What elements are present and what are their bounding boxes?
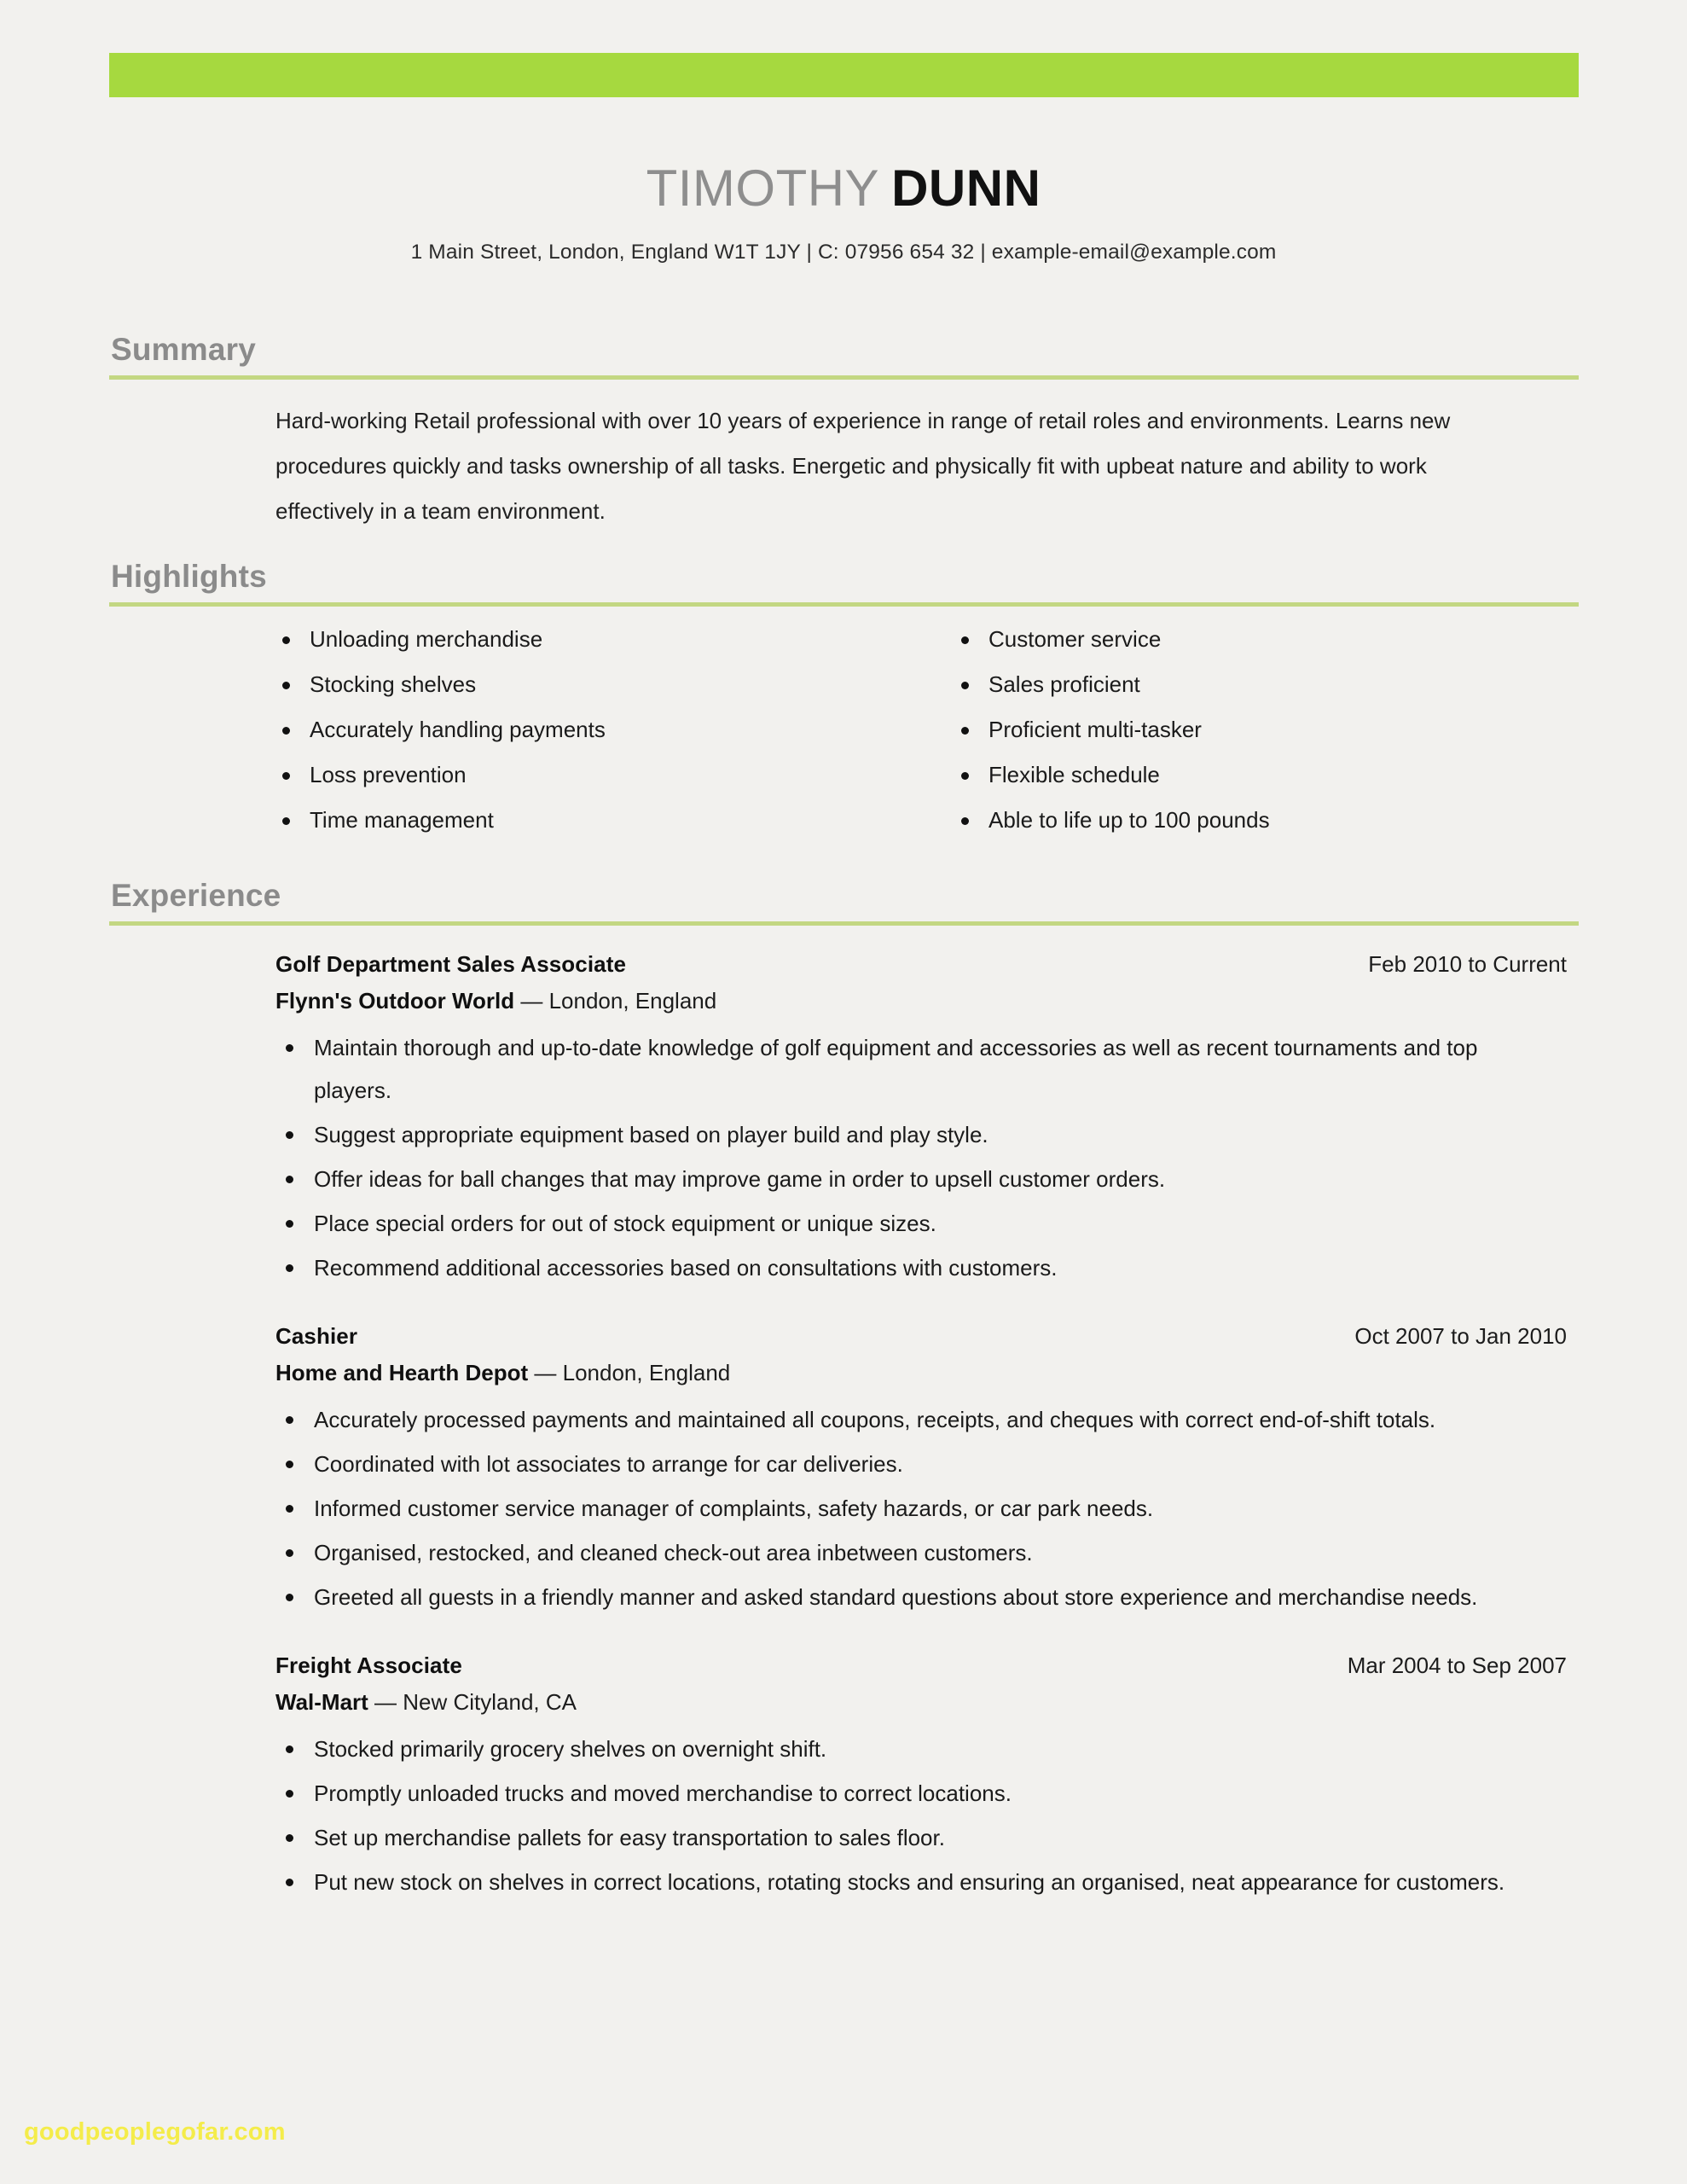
highlights-body	[109, 625, 1579, 851]
list-item: Unloading merchandise	[275, 625, 923, 653]
section-experience	[109, 877, 1579, 1903]
experience-entry	[275, 946, 1570, 1289]
full-name	[0, 159, 1687, 218]
highlights-columns	[275, 625, 1570, 851]
job-company-line	[275, 1683, 1570, 1721]
job-header-row	[275, 946, 1570, 982]
job-company-line	[275, 982, 1570, 1019]
section-title-experience: Experience	[111, 878, 281, 913]
list-item: Offer ideas for ball changes that may improve game in order to upsell customer orders.	[275, 1158, 1570, 1200]
first-name: TIMOTHY	[646, 160, 880, 217]
job-title: Cashier	[275, 1323, 358, 1349]
job-bullet-list	[275, 1398, 1570, 1618]
list-item: Accurately handling payments	[275, 716, 923, 743]
job-company: Flynn's Outdoor World	[275, 988, 515, 1014]
list-item: Sales proficient	[954, 671, 1570, 698]
list-item: Suggest appropriate equipment based on player build and play style.	[275, 1113, 1570, 1156]
section-highlights	[109, 558, 1579, 851]
list-item: Time management	[275, 806, 923, 834]
experience-body	[109, 946, 1579, 1903]
section-rule-summary	[109, 375, 1579, 380]
job-dates: Mar 2004 to Sep 2007	[1347, 1653, 1567, 1678]
job-title: Golf Department Sales Associate	[275, 951, 627, 977]
job-company: Home and Hearth Depot	[275, 1360, 529, 1385]
list-item: Coordinated with lot associates to arrange for car deliveries.	[275, 1443, 1570, 1485]
job-separator: —	[528, 1360, 563, 1385]
section-title-highlights: Highlights	[111, 559, 267, 594]
summary-text: Hard-working Retail professional with over 10 years of experience in range of retail roles and environments. Learns new procedures quickly and tasks ownership of all tasks. Energetic and physically fit with upbeat nature and ability to work effectively in a team environment.	[275, 408, 1451, 524]
section-title-summary: Summary	[111, 332, 257, 367]
job-header-row	[275, 1318, 1570, 1354]
highlights-list-right	[954, 625, 1570, 834]
highlights-right-column	[923, 625, 1570, 851]
highlights-list-left	[275, 625, 923, 834]
experience-entry	[275, 1318, 1570, 1618]
list-item: Maintain thorough and up-to-date knowledge of golf equipment and accessories as well as recent tournaments and top players.	[275, 1026, 1570, 1112]
list-item: Organised, restocked, and cleaned check-out area inbetween customers.	[275, 1531, 1570, 1574]
watermark: goodpeoplegofar.com	[24, 2118, 286, 2146]
job-header-row	[275, 1647, 1570, 1683]
job-company: Wal-Mart	[275, 1689, 368, 1715]
job-title: Freight Associate	[275, 1653, 462, 1678]
job-location: London, England	[562, 1360, 731, 1385]
list-item: Able to life up to 100 pounds	[954, 806, 1570, 834]
job-location: London, England	[548, 988, 717, 1014]
job-company-line	[275, 1354, 1570, 1391]
job-dates: Oct 2007 to Jan 2010	[1354, 1323, 1567, 1349]
job-bullet-list	[275, 1026, 1570, 1289]
last-name: DUNN	[891, 160, 1041, 217]
section-summary	[109, 331, 1579, 534]
job-separator: —	[514, 988, 549, 1014]
job-bullet-list	[275, 1728, 1570, 1903]
list-item: Flexible schedule	[954, 761, 1570, 788]
section-rule-highlights	[109, 602, 1579, 607]
section-rule-experience	[109, 921, 1579, 926]
highlights-left-column	[275, 625, 923, 851]
experience-entry	[275, 1647, 1570, 1903]
contact-line: 1 Main Street, London, England W1T 1JY | C: 07956 654 32 | example-email@example.com	[410, 241, 1277, 264]
list-item: Promptly unloaded trucks and moved merchandise to correct locations.	[275, 1772, 1570, 1815]
list-item: Stocking shelves	[275, 671, 923, 698]
list-item: Recommend additional accessories based on consultations with customers.	[275, 1246, 1570, 1289]
list-item: Loss prevention	[275, 761, 923, 788]
job-dates: Feb 2010 to Current	[1368, 951, 1567, 977]
list-item: Customer service	[954, 625, 1570, 653]
resume-content	[109, 331, 1579, 1932]
list-item: Set up merchandise pallets for easy transportation to sales floor.	[275, 1816, 1570, 1859]
list-item: Accurately processed payments and maintained all coupons, receipts, and cheques with correct end-of-shift totals.	[275, 1398, 1570, 1441]
job-location: New Cityland, CA	[403, 1689, 577, 1715]
header-green-band	[109, 53, 1579, 97]
job-separator: —	[368, 1689, 403, 1715]
list-item: Place special orders for out of stock equipment or unique sizes.	[275, 1202, 1570, 1245]
list-item: Put new stock on shelves in correct locations, rotating stocks and ensuring an organised, neat appearance for customers.	[275, 1861, 1570, 1903]
name-header	[0, 159, 1687, 266]
list-item: Proficient multi-tasker	[954, 716, 1570, 743]
list-item: Greeted all guests in a friendly manner and asked standard questions about store experience and merchandise needs.	[275, 1576, 1570, 1618]
summary-body	[109, 398, 1579, 534]
list-item: Stocked primarily grocery shelves on overnight shift.	[275, 1728, 1570, 1770]
list-item: Informed customer service manager of complaints, safety hazards, or car park needs.	[275, 1487, 1570, 1530]
